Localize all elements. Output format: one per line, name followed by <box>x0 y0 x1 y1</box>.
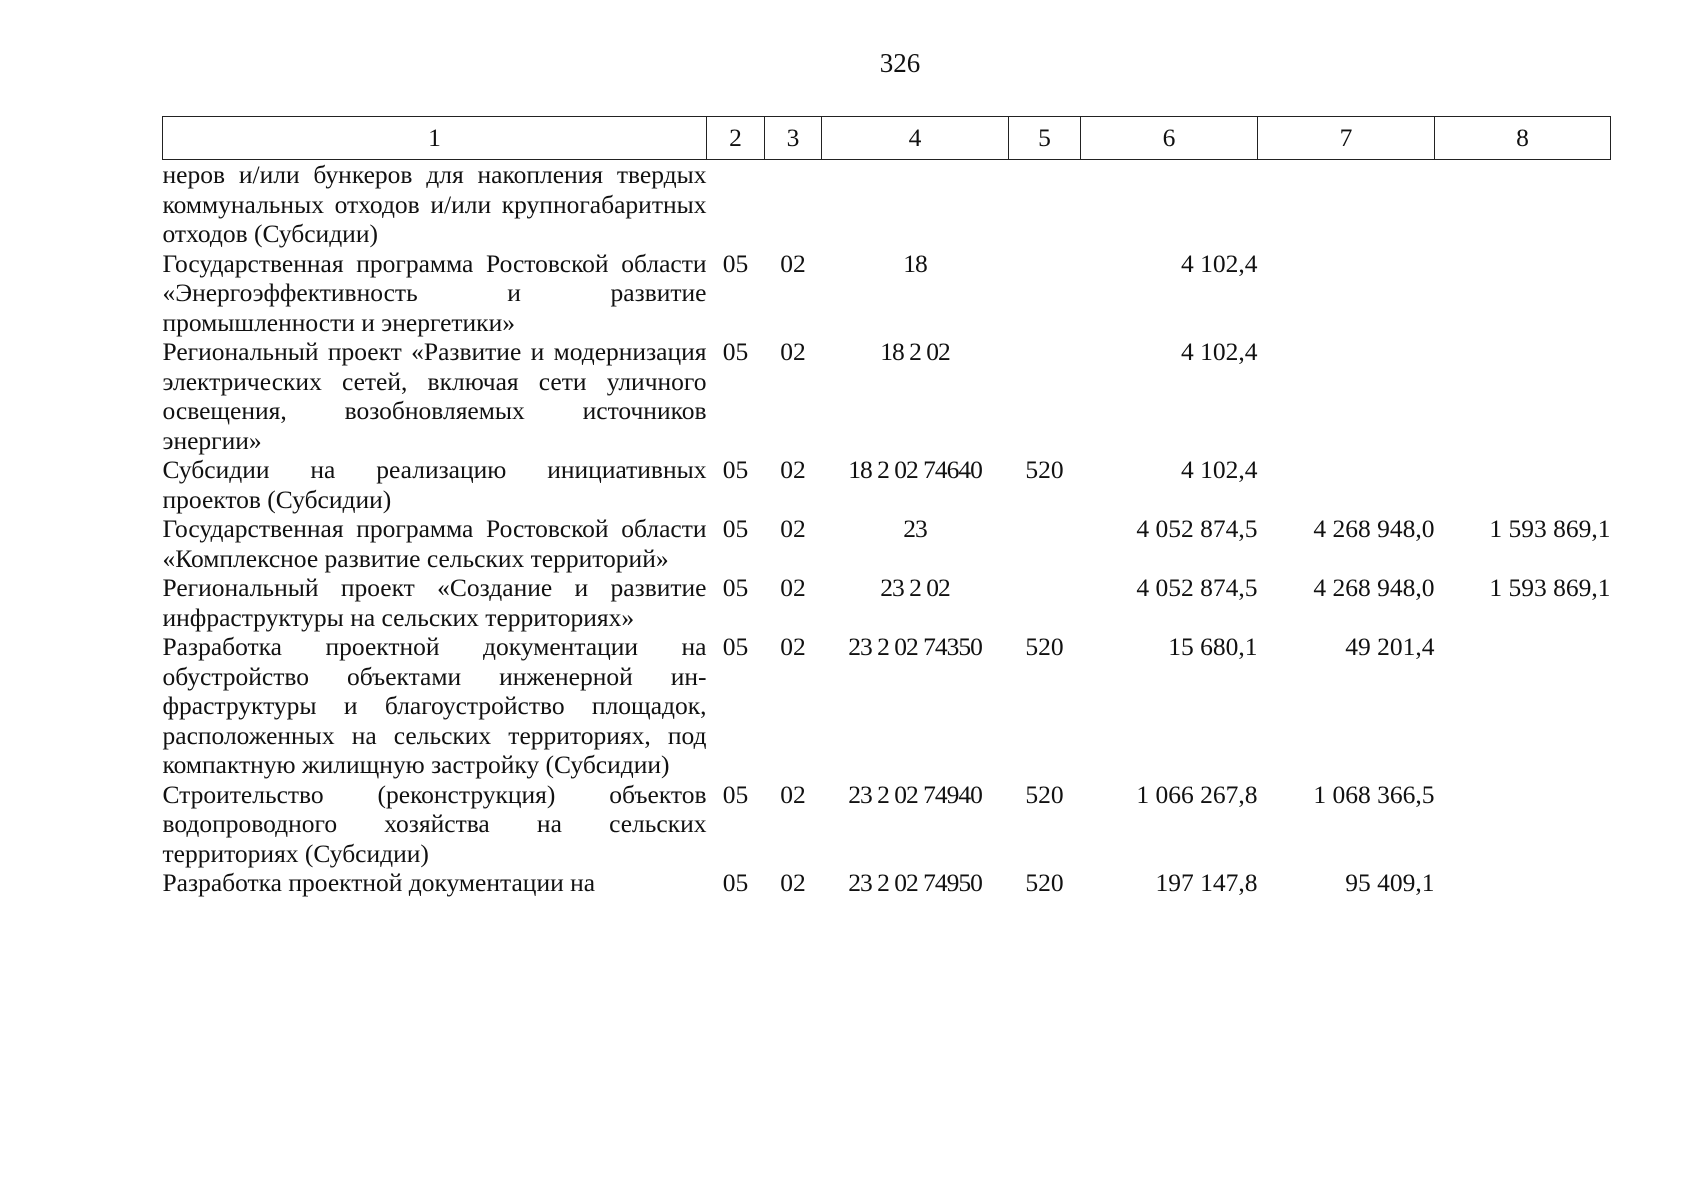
row-amount-col8 <box>1435 160 1611 249</box>
table-row <box>163 780 1611 869</box>
row-subsection: 02 <box>780 337 806 366</box>
row-amount-col7 <box>1258 455 1435 514</box>
row-amount-col7: 1 068 366,5 <box>1313 779 1435 809</box>
header-col-6: 6 <box>1081 117 1258 160</box>
header-row <box>163 117 1611 160</box>
row-target-code: 23 2 02 74940 <box>848 779 982 809</box>
header-col-7: 7 <box>1258 117 1435 160</box>
row-amount-col6 <box>1081 160 1258 249</box>
row-amount-col6: 197 147,8 <box>1155 868 1258 897</box>
row-expense-type: 520 <box>1025 632 1064 661</box>
row-section: 05 <box>722 632 749 661</box>
row-subsection <box>765 160 822 249</box>
table-row <box>163 160 1611 249</box>
row-amount-col7 <box>1258 160 1435 249</box>
row-amount-col8: 1 593 869,1 <box>1489 573 1611 602</box>
row-name: Государственная программа Ростовской области «Комплексное развитие сельских территорий» <box>162 514 707 573</box>
table-row <box>163 868 1611 898</box>
budget-table <box>162 116 1611 898</box>
row-name: Разработка проектной документации на обустройство объектами инженерной инфраструктуры и благоустройство площадок, расположенных на сельских территориях, под компактную жилищную застройку (Субсидии) <box>162 632 707 779</box>
row-amount-col6: 4 102,4 <box>1181 248 1258 278</box>
row-section: 05 <box>722 514 749 543</box>
row-subsection: 02 <box>780 779 806 809</box>
row-amount-col8 <box>1435 249 1611 338</box>
row-section: 05 <box>722 248 749 278</box>
row-target-code: 18 2 02 74640 <box>848 455 982 484</box>
row-amount-col7: 4 268 948,0 <box>1313 514 1435 543</box>
header-col-3: 3 <box>765 117 822 160</box>
row-subsection: 02 <box>780 868 806 897</box>
row-subsection: 02 <box>780 632 806 661</box>
row-amount-col8 <box>1435 337 1611 455</box>
row-amount-col8 <box>1435 780 1611 869</box>
row-amount-col8 <box>1435 868 1611 898</box>
row-subsection: 02 <box>780 514 806 543</box>
row-section: 05 <box>722 337 749 366</box>
row-amount-col6: 1 066 267,8 <box>1136 779 1258 809</box>
row-target-code: 23 <box>903 514 927 543</box>
table-row <box>163 249 1611 338</box>
header-col-1: 1 <box>163 117 707 160</box>
row-amount-col6: 4 102,4 <box>1181 455 1258 484</box>
row-subsection: 02 <box>780 248 806 278</box>
table-row <box>163 632 1611 780</box>
row-section: 05 <box>722 868 749 897</box>
header-col-2: 2 <box>707 117 765 160</box>
header-col-5: 5 <box>1009 117 1081 160</box>
row-section: 05 <box>722 573 749 602</box>
table-header <box>163 117 1611 160</box>
header-col-4: 4 <box>822 117 1009 160</box>
row-subsection: 02 <box>780 573 806 602</box>
row-subsection: 02 <box>780 455 806 484</box>
row-expense-type <box>1009 514 1081 573</box>
row-expense-type <box>1009 160 1081 249</box>
row-amount-col7 <box>1258 249 1435 338</box>
table-row <box>163 337 1611 455</box>
row-amount-col8: 1 593 869,1 <box>1489 514 1611 543</box>
row-expense-type: 520 <box>1025 779 1064 809</box>
row-amount-col7: 49 201,4 <box>1345 632 1435 661</box>
row-name: Региональный проект «Развитие и модернизация электрических сетей, включая сети уличного освещения, возобновляемых источников энергии» <box>162 337 707 455</box>
row-name: Разработка проектной документации на <box>162 868 596 897</box>
row-amount-col8 <box>1435 455 1611 514</box>
page-number: 326 <box>879 48 921 78</box>
row-amount-col8 <box>1435 632 1611 780</box>
row-name: Государственная программа Ростовской области «Энергоэффективность и развитие промышленности и энергетики» <box>162 248 707 337</box>
row-target-code: 18 2 02 <box>880 337 950 366</box>
row-name: неров и/или бункеров для накопления твердых коммунальных отходов и/или крупногабаритных отходов (Субсидии) <box>162 160 707 248</box>
table-row <box>163 455 1611 514</box>
row-name: Региональный проект «Создание и развитие инфраструктуры на сельских территориях» <box>162 573 707 632</box>
row-target-code: 23 2 02 74950 <box>848 868 982 897</box>
table-body <box>163 160 1611 898</box>
row-name: Строительство (реконструкция) объектов водопроводного хозяйства на сельских территориях (Субсидии) <box>162 779 707 868</box>
row-name: Субсидии на реализацию инициативных проектов (Субсидии) <box>162 455 707 514</box>
row-expense-type: 520 <box>1025 455 1064 484</box>
row-amount-col6: 4 102,4 <box>1181 337 1258 366</box>
table-row <box>163 573 1611 632</box>
row-expense-type <box>1009 249 1081 338</box>
row-amount-col6: 4 052 874,5 <box>1136 573 1258 602</box>
row-amount-col6: 4 052 874,5 <box>1136 514 1258 543</box>
row-amount-col6: 15 680,1 <box>1168 632 1258 661</box>
row-amount-col7: 95 409,1 <box>1345 868 1435 897</box>
row-target-code: 23 2 02 74350 <box>848 632 982 661</box>
row-section <box>707 160 765 249</box>
row-target-code <box>822 160 1009 249</box>
row-target-code: 23 2 02 <box>880 573 950 602</box>
row-amount-col7 <box>1258 337 1435 455</box>
table-row <box>163 514 1611 573</box>
row-section: 05 <box>722 779 749 809</box>
row-amount-col7: 4 268 948,0 <box>1313 573 1435 602</box>
row-expense-type: 520 <box>1025 868 1064 897</box>
header-col-8: 8 <box>1435 117 1611 160</box>
row-expense-type <box>1009 337 1081 455</box>
row-section: 05 <box>722 455 749 484</box>
row-target-code: 18 <box>903 248 927 278</box>
row-expense-type <box>1009 573 1081 632</box>
